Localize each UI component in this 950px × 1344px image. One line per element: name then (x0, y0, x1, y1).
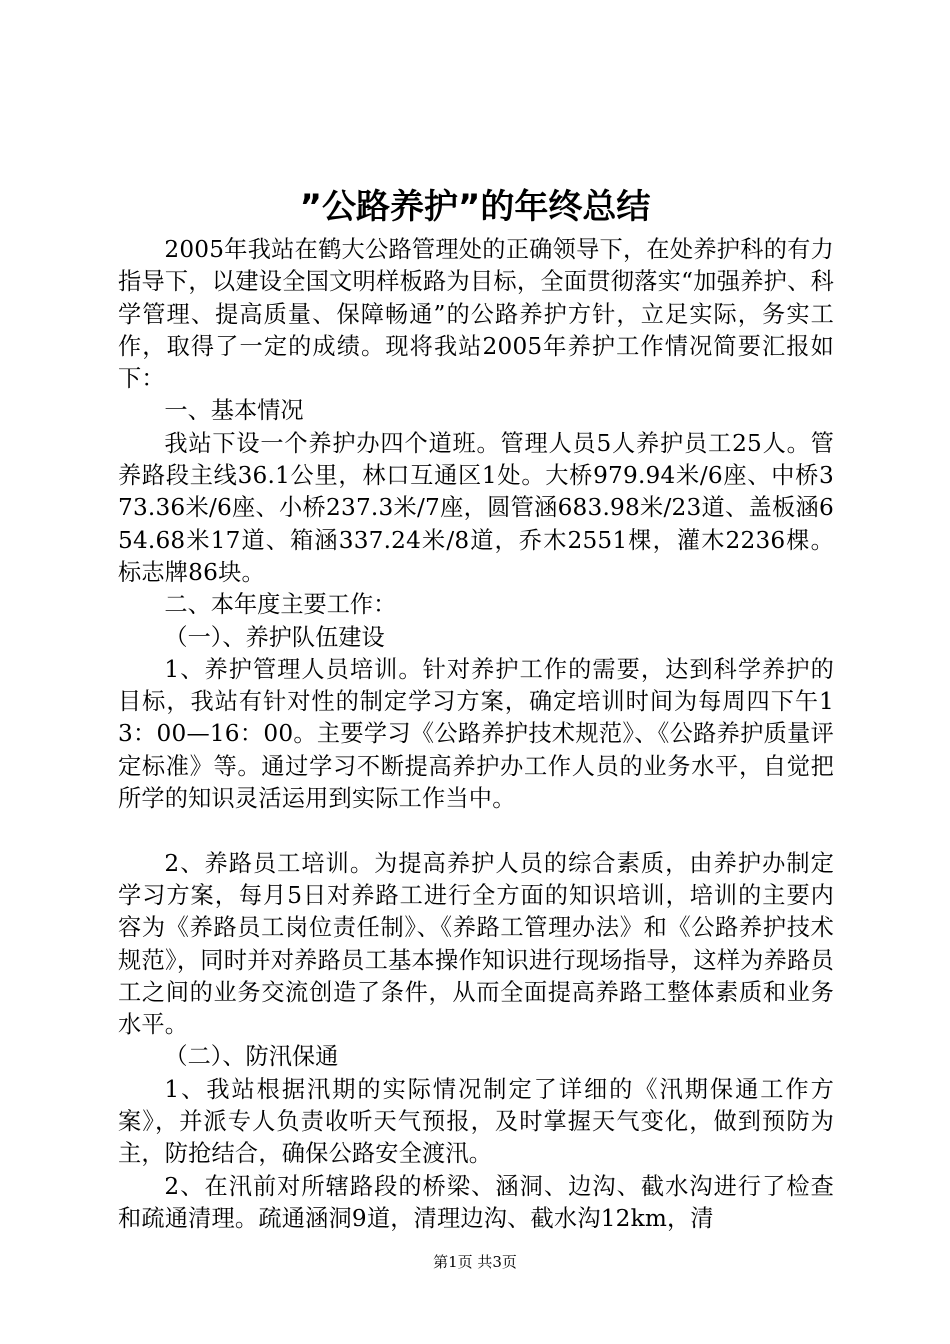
paragraph-intro: 2005年我站在鹤大公路管理处的正确领导下，在处养护科的有力指导下，以建设全国文明样板路为目标，全面贯彻落实“加强养护、科学管理、提高质量、保障畅通”的公路养护方针，立足实际，务实工作，取得了一定的成绩。现将我站2005年养护工作情况简要汇报如下： (118, 236, 834, 393)
paragraph-staff-training: 1、养护管理人员培训。针对养护工作的需要，达到科学养护的目标，我站有针对性的制定学习方案，确定培训时间为每周四下午13：00—16：00。主要学习《公路养护技术规范》、《公路养护质量评定标准》等。通过学习不断提高养护办工作人员的业务水平，自觉把所学的知识灵活运用到实际工作当中。 (118, 655, 834, 813)
document-body (118, 234, 834, 1235)
section-heading-basic-info: 一、基本情况 (164, 397, 304, 425)
paragraph-worker-training: 2、养路员工培训。为提高养护人员的综合素质，由养护办制定学习方案，每月5日对养路工进行全方面的知识培训，培训的主要内容为《养路员工岗位责任制》、《养路工管理办法》和《公路养护技术规范》，同时并对养路员工基本操作知识进行现场指导，这样为养路员工之间的业务交流创造了条件，从而全面提高养路工整体素质和业务水平。 (118, 849, 834, 1039)
document-title: ”公路养护”的年终总结 (299, 187, 651, 227)
subsection-heading-flood-control: （二）、防汛保通 (164, 1043, 339, 1071)
paragraph-basic-info: 我站下设一个养护办四个道班。管理人员5人养护员工25人。管养路段主线36.1公里，林口互通区1处。大桥979.94米/6座、中桥373.36米/6座、小桥237.3米/7座，圆管涵683.98米/23道、盖板涵654.68米17道、箱涵337.24米/8道，乔木2551棵，灌木2236棵。标志牌86块。 (118, 429, 834, 586)
paragraph-flood-plan: 1、我站根据汛期的实际情况制定了详细的《汛期保通工作方案》，并派专人负责收听天气预报，及时掌握天气变化，做到预防为主，防抢结合，确保公路安全渡汛。 (118, 1075, 834, 1168)
page-footer: 第1页 共3页 (433, 1253, 517, 1271)
subsection-heading-team-building: （一）、养护队伍建设 (164, 623, 385, 651)
section-heading-main-work: 二、本年度主要工作： (164, 591, 397, 619)
paragraph-flood-inspection: 2、在汛前对所辖路段的桥梁、涵洞、边沟、截水沟进行了检查和疏通清理。疏通涵洞9道，清理边沟、截水沟12km，清 (118, 1172, 834, 1232)
